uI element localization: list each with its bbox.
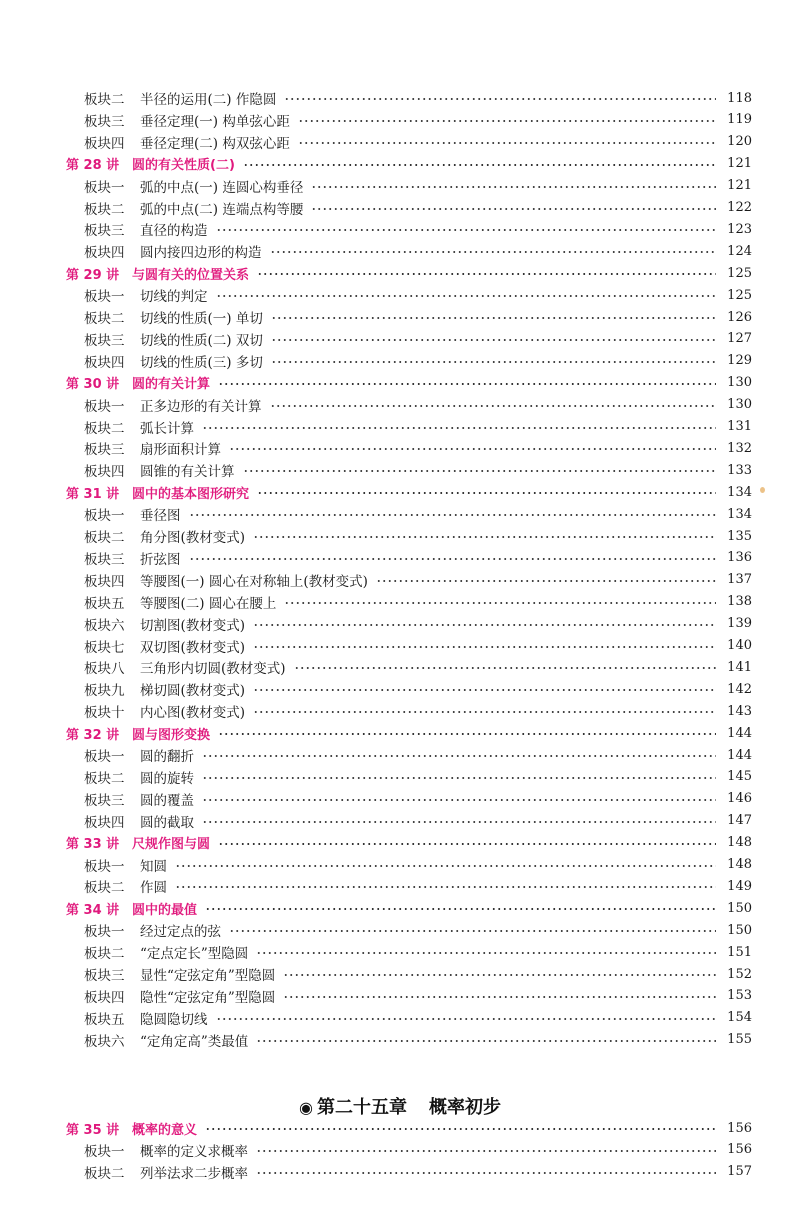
dot-leader (229, 930, 716, 932)
block-label: 板块二 (84, 311, 125, 327)
lecture-number: 第 31 讲 (66, 486, 120, 502)
entry-label (84, 876, 167, 896)
entry-title: 垂径图 (140, 508, 181, 525)
page-number: 121 (727, 156, 752, 172)
page-number: 140 (727, 638, 752, 653)
dot-leader (253, 711, 716, 713)
section-entry (84, 131, 752, 153)
page-smudge (760, 487, 765, 493)
entry-label (84, 548, 181, 568)
block-label: 板块四 (84, 245, 125, 262)
entry-title: 圆的翻折 (140, 749, 194, 765)
dot-leader (271, 361, 716, 363)
entry-label (66, 483, 249, 502)
dot-leader (283, 996, 716, 998)
entry-title: 半径的运用(二) 作隐圆 (140, 92, 277, 108)
section-entry (84, 87, 752, 109)
page-number: 133 (727, 462, 752, 478)
block-label: 板块二 (84, 420, 125, 437)
page-number: 144 (727, 747, 752, 763)
page-number: 153 (727, 988, 752, 1004)
section-entry (84, 328, 752, 350)
entry-label (84, 198, 303, 218)
page-number: 127 (727, 331, 752, 347)
entry-title: 扇形面积计算 (140, 442, 221, 459)
dot-leader (284, 98, 716, 100)
entry-title: 圆的有关性质(二) (132, 158, 235, 174)
entry-title: 折弦图 (140, 551, 181, 568)
section-entry (84, 525, 752, 547)
dot-leader (202, 821, 716, 823)
page-number: 123 (727, 221, 752, 237)
entry-label (84, 395, 262, 415)
page-number: 148 (727, 835, 752, 851)
block-label: 板块一 (84, 924, 125, 941)
block-label: 板块二 (84, 201, 125, 218)
dot-leader (284, 602, 716, 604)
block-label: 板块二 (84, 1165, 125, 1182)
lecture-number: 第 35 讲 (66, 1122, 120, 1138)
entry-label (84, 1162, 248, 1182)
section-entry (84, 1007, 752, 1029)
section-entry (84, 919, 752, 941)
lecture-number: 第 29 讲 (66, 267, 120, 283)
block-label: 板块三 (84, 792, 125, 809)
block-label: 板块一 (84, 398, 125, 415)
entry-label (84, 614, 245, 634)
entry-label (84, 1030, 248, 1050)
dot-leader (294, 667, 716, 669)
section-entry (84, 547, 752, 569)
lecture-entry (66, 722, 752, 744)
lecture-entry (66, 372, 752, 394)
entry-title: “定角定高”类最值 (140, 1033, 249, 1050)
chapter-title: 概率初步 (428, 1097, 501, 1118)
page-number: 145 (727, 769, 752, 785)
entry-title: 列举法求二步概率 (140, 1165, 248, 1182)
lecture-entry (66, 1117, 752, 1139)
page-number: 143 (727, 703, 752, 719)
entry-title: 切线的判定 (140, 289, 208, 306)
entry-title: 切线的性质(一) 单切 (140, 311, 263, 327)
entry-title: 作圆 (140, 880, 167, 897)
page-number: 121 (727, 178, 752, 194)
section-entry (84, 810, 752, 832)
block-label: 板块三 (84, 968, 125, 984)
dot-leader (257, 273, 716, 275)
section-entry (84, 875, 752, 897)
entry-title: 圆的有关计算 (132, 377, 211, 393)
dot-leader (218, 383, 716, 385)
block-label: 板块十 (84, 705, 125, 722)
block-label: 板块四 (84, 135, 125, 152)
lecture-entry (66, 897, 752, 919)
block-label: 板块七 (84, 639, 125, 656)
page-number: 125 (727, 287, 752, 303)
page-number: 132 (727, 440, 752, 456)
entry-title: 概率的定义求概率 (140, 1143, 248, 1160)
entry-label (84, 1008, 208, 1028)
entry-title: 隐圆隐切线 (140, 1011, 208, 1028)
dot-leader (253, 646, 716, 648)
target-icon: ◉ (299, 1098, 313, 1117)
block-label: 板块四 (84, 464, 125, 481)
block-label: 板块四 (84, 989, 125, 1006)
entry-title: 尺规作图与圆 (132, 837, 211, 853)
entry-label (84, 176, 303, 196)
entry-title: 圆的旋转 (140, 770, 194, 787)
entry-label (84, 504, 181, 524)
entry-label (84, 132, 290, 152)
entry-label (66, 1119, 197, 1138)
page-number: 137 (727, 572, 752, 588)
entry-title: 弧的中点(二) 连端点构等腰 (140, 201, 304, 218)
entry-label (84, 110, 290, 130)
entry-title: 圆与图形变换 (132, 727, 211, 743)
dot-leader (311, 186, 716, 188)
dot-leader (243, 164, 716, 166)
page-number: 130 (727, 375, 752, 391)
page-number: 146 (727, 791, 752, 807)
entry-label (66, 154, 235, 173)
entry-title: 圆中的基本图形研究 (132, 486, 250, 502)
page-number: 150 (727, 900, 752, 916)
entry-title: 内心图(教材变式) (140, 705, 246, 722)
section-entry (84, 788, 752, 810)
dot-leader (270, 251, 717, 253)
entry-title: 三角形内切圆(教材变式) (140, 661, 286, 678)
block-label: 板块四 (84, 814, 125, 831)
entry-title: 双切图(教材变式) (140, 639, 246, 656)
entry-label (66, 899, 197, 918)
dot-leader (376, 580, 716, 582)
dot-leader (256, 1040, 716, 1042)
page-number: 125 (727, 265, 752, 281)
entry-title: 经过定点的弦 (140, 924, 221, 941)
dot-leader (202, 777, 716, 779)
block-label: 板块二 (84, 92, 125, 108)
section-entry (84, 569, 752, 591)
lecture-number: 第 32 讲 (66, 727, 120, 743)
entry-label (84, 657, 286, 677)
entry-label (84, 438, 221, 458)
lecture-number: 第 33 讲 (66, 837, 120, 853)
block-label: 板块二 (84, 880, 125, 897)
page-number: 124 (727, 243, 752, 259)
section-entry (84, 459, 752, 481)
page-number: 152 (727, 966, 752, 982)
lecture-number: 第 30 讲 (66, 377, 120, 393)
section-entry (84, 437, 752, 459)
block-label: 板块一 (84, 1143, 125, 1160)
entry-title: 切线的性质(三) 多切 (140, 354, 263, 371)
block-label: 板块六 (84, 617, 125, 634)
block-label: 板块五 (84, 1011, 125, 1028)
dot-leader (298, 120, 716, 122)
page-number: 139 (727, 616, 752, 632)
block-label: 板块一 (84, 749, 125, 765)
dot-leader (229, 448, 716, 450)
dot-leader (189, 558, 717, 560)
section-entry (84, 591, 752, 613)
chapter-number: 第二十五章 (316, 1097, 407, 1118)
dot-leader (205, 1128, 716, 1130)
entry-title: 正多边形的有关计算 (140, 398, 262, 415)
section-entry (84, 175, 752, 197)
entry-title: 圆内接四边形的构造 (140, 245, 262, 262)
entry-title: 垂径定理(一) 构单弦心距 (140, 113, 290, 130)
entry-title: 知圆 (140, 858, 167, 875)
section-entry (84, 744, 752, 766)
block-label: 板块二 (84, 770, 125, 787)
page-number: 154 (727, 1010, 752, 1026)
section-entry (84, 503, 752, 525)
section-entry (84, 197, 752, 219)
page-number: 129 (727, 353, 752, 369)
lecture-number: 第 28 讲 (66, 158, 120, 174)
dot-leader (270, 405, 717, 407)
section-entry (84, 635, 752, 657)
entry-label (84, 219, 208, 239)
block-label: 板块四 (84, 573, 125, 590)
dot-leader (175, 865, 716, 867)
section-entry (84, 941, 752, 963)
section-entry (84, 109, 752, 131)
dot-leader (256, 952, 716, 954)
lecture-entry (66, 481, 752, 503)
section-entry (84, 1161, 752, 1183)
page-number: 141 (727, 659, 752, 675)
dot-leader (175, 886, 716, 888)
dot-leader (253, 689, 716, 691)
entry-title: 圆的覆盖 (140, 792, 194, 809)
entry-label (84, 460, 235, 480)
entry-label (84, 329, 263, 349)
entry-label (84, 986, 275, 1006)
dot-leader (216, 1018, 717, 1020)
section-entry (84, 394, 752, 416)
dot-leader (202, 755, 716, 757)
entry-title: 隐性“定弦定角”型隐圆 (140, 989, 276, 1006)
page-number: 156 (727, 1120, 752, 1136)
entry-label (84, 417, 194, 437)
entry-label (84, 767, 194, 787)
entry-label (84, 942, 248, 962)
page-number: 151 (727, 944, 752, 960)
dot-leader (271, 317, 716, 319)
block-label: 板块三 (84, 332, 125, 349)
page-number: 138 (727, 594, 752, 610)
dot-leader (256, 1150, 716, 1152)
dot-leader (256, 1172, 716, 1174)
entry-title: 直径的构造 (140, 223, 208, 240)
dot-leader (283, 974, 716, 976)
entry-title: 与圆有关的位置关系 (132, 267, 250, 283)
block-label: 板块一 (84, 858, 125, 875)
entry-label (84, 811, 194, 831)
page-number: 150 (727, 922, 752, 938)
entry-title: 等腰图(二) 圆心在腰上 (140, 595, 277, 612)
page-number: 130 (727, 397, 752, 413)
page-number: 126 (727, 309, 752, 325)
dot-leader (216, 229, 717, 231)
page-number: 142 (727, 681, 752, 697)
entry-title: 等腰图(一) 圆心在对称轴上(教材变式) (140, 573, 368, 590)
page-number: 134 (727, 484, 752, 500)
page-number: 157 (727, 1164, 752, 1180)
entry-label (66, 264, 249, 283)
dot-leader (311, 208, 716, 210)
entry-label (84, 745, 194, 765)
page-number: 149 (727, 878, 752, 894)
section-entry (84, 656, 752, 678)
entry-label (84, 570, 368, 590)
entry-title: 角分图(教材变式) (140, 530, 246, 546)
entry-label (84, 592, 276, 612)
page-number: 148 (727, 857, 752, 872)
entry-label (84, 679, 245, 699)
page-number: 156 (727, 1142, 752, 1158)
block-label: 板块九 (84, 683, 125, 700)
page-number: 118 (727, 90, 752, 106)
section-entry (84, 240, 752, 262)
block-label: 板块三 (84, 442, 125, 459)
lecture-entry (66, 262, 752, 284)
section-entry (84, 854, 752, 876)
dot-leader (243, 470, 717, 472)
entry-title: 圆中的最值 (132, 902, 198, 918)
dot-leader (218, 843, 716, 845)
section-entry (84, 218, 752, 240)
block-label: 板块二 (84, 530, 125, 546)
section-entry (84, 284, 752, 306)
block-label: 板块一 (84, 289, 125, 306)
section-entry (84, 416, 752, 438)
section-entry (84, 306, 752, 328)
dot-leader (202, 427, 716, 429)
dot-leader (202, 799, 716, 801)
dot-leader (253, 624, 716, 626)
page-number: 136 (727, 550, 752, 566)
entry-label (84, 1140, 248, 1160)
block-label: 板块四 (84, 354, 125, 371)
section-entry (84, 613, 752, 635)
entry-label (84, 920, 221, 940)
section-entry (84, 766, 752, 788)
entry-title: 切线的性质(二) 双切 (140, 332, 263, 349)
entry-title: 弧长计算 (140, 420, 194, 437)
entry-title: 概率的意义 (132, 1122, 198, 1138)
dot-leader (298, 142, 716, 144)
section-entry (84, 1139, 752, 1161)
block-label: 板块六 (84, 1033, 125, 1050)
page-number: 120 (727, 134, 752, 150)
block-label: 板块八 (84, 661, 125, 678)
entry-label (66, 724, 210, 743)
dot-leader (257, 492, 716, 494)
entry-title: 切割图(教材变式) (140, 617, 246, 634)
block-label: 板块五 (84, 595, 125, 612)
block-label: 板块一 (84, 179, 125, 196)
entry-title: 圆的截取 (140, 814, 194, 831)
entry-label (66, 373, 210, 392)
block-label: 板块三 (84, 113, 125, 130)
entry-label (84, 88, 276, 108)
dot-leader (216, 295, 717, 297)
page-number: 155 (727, 1032, 752, 1048)
block-label: 板块三 (84, 223, 125, 240)
entry-label (84, 526, 245, 546)
dot-leader (205, 908, 716, 910)
dot-leader (271, 339, 716, 341)
entry-label (84, 241, 262, 261)
entry-title: 弧的中点(一) 连圆心构垂径 (140, 179, 304, 196)
section-entry (84, 350, 752, 372)
entry-label (84, 964, 275, 984)
block-label: 板块二 (84, 946, 125, 963)
entry-title: 显性“定弦定角”型隐圆 (140, 968, 276, 984)
page-number: 147 (727, 813, 752, 829)
page-number: 131 (727, 419, 752, 434)
dot-leader (189, 514, 717, 516)
section-entry (84, 985, 752, 1007)
lecture-entry (66, 832, 752, 854)
entry-label (84, 351, 263, 371)
entry-title: 垂径定理(二) 构双弦心距 (140, 135, 290, 152)
section-entry (84, 1029, 752, 1051)
page-number: 122 (727, 200, 752, 215)
entry-label (84, 789, 194, 809)
entry-label (84, 636, 245, 656)
entry-label (84, 285, 208, 305)
page-number: 135 (727, 528, 752, 544)
entry-title: 梯切圆(教材变式) (140, 683, 246, 700)
chapter-heading (0, 1093, 800, 1119)
entry-label (66, 833, 210, 852)
section-entry (84, 678, 752, 700)
section-entry (84, 700, 752, 722)
page-number: 134 (727, 506, 752, 522)
dot-leader (253, 536, 716, 538)
lecture-number: 第 34 讲 (66, 902, 120, 918)
page-number: 119 (727, 112, 752, 128)
dot-leader (218, 733, 716, 735)
entry-label (84, 855, 167, 875)
section-entry (84, 963, 752, 985)
entry-title: 圆锥的有关计算 (140, 464, 235, 481)
block-label: 板块三 (84, 551, 125, 568)
page-number: 144 (727, 725, 752, 741)
lecture-entry (66, 153, 752, 175)
block-label: 板块一 (84, 508, 125, 525)
entry-title: “定点定长”型隐圆 (140, 946, 249, 963)
entry-label (84, 307, 263, 327)
entry-label (84, 701, 245, 721)
